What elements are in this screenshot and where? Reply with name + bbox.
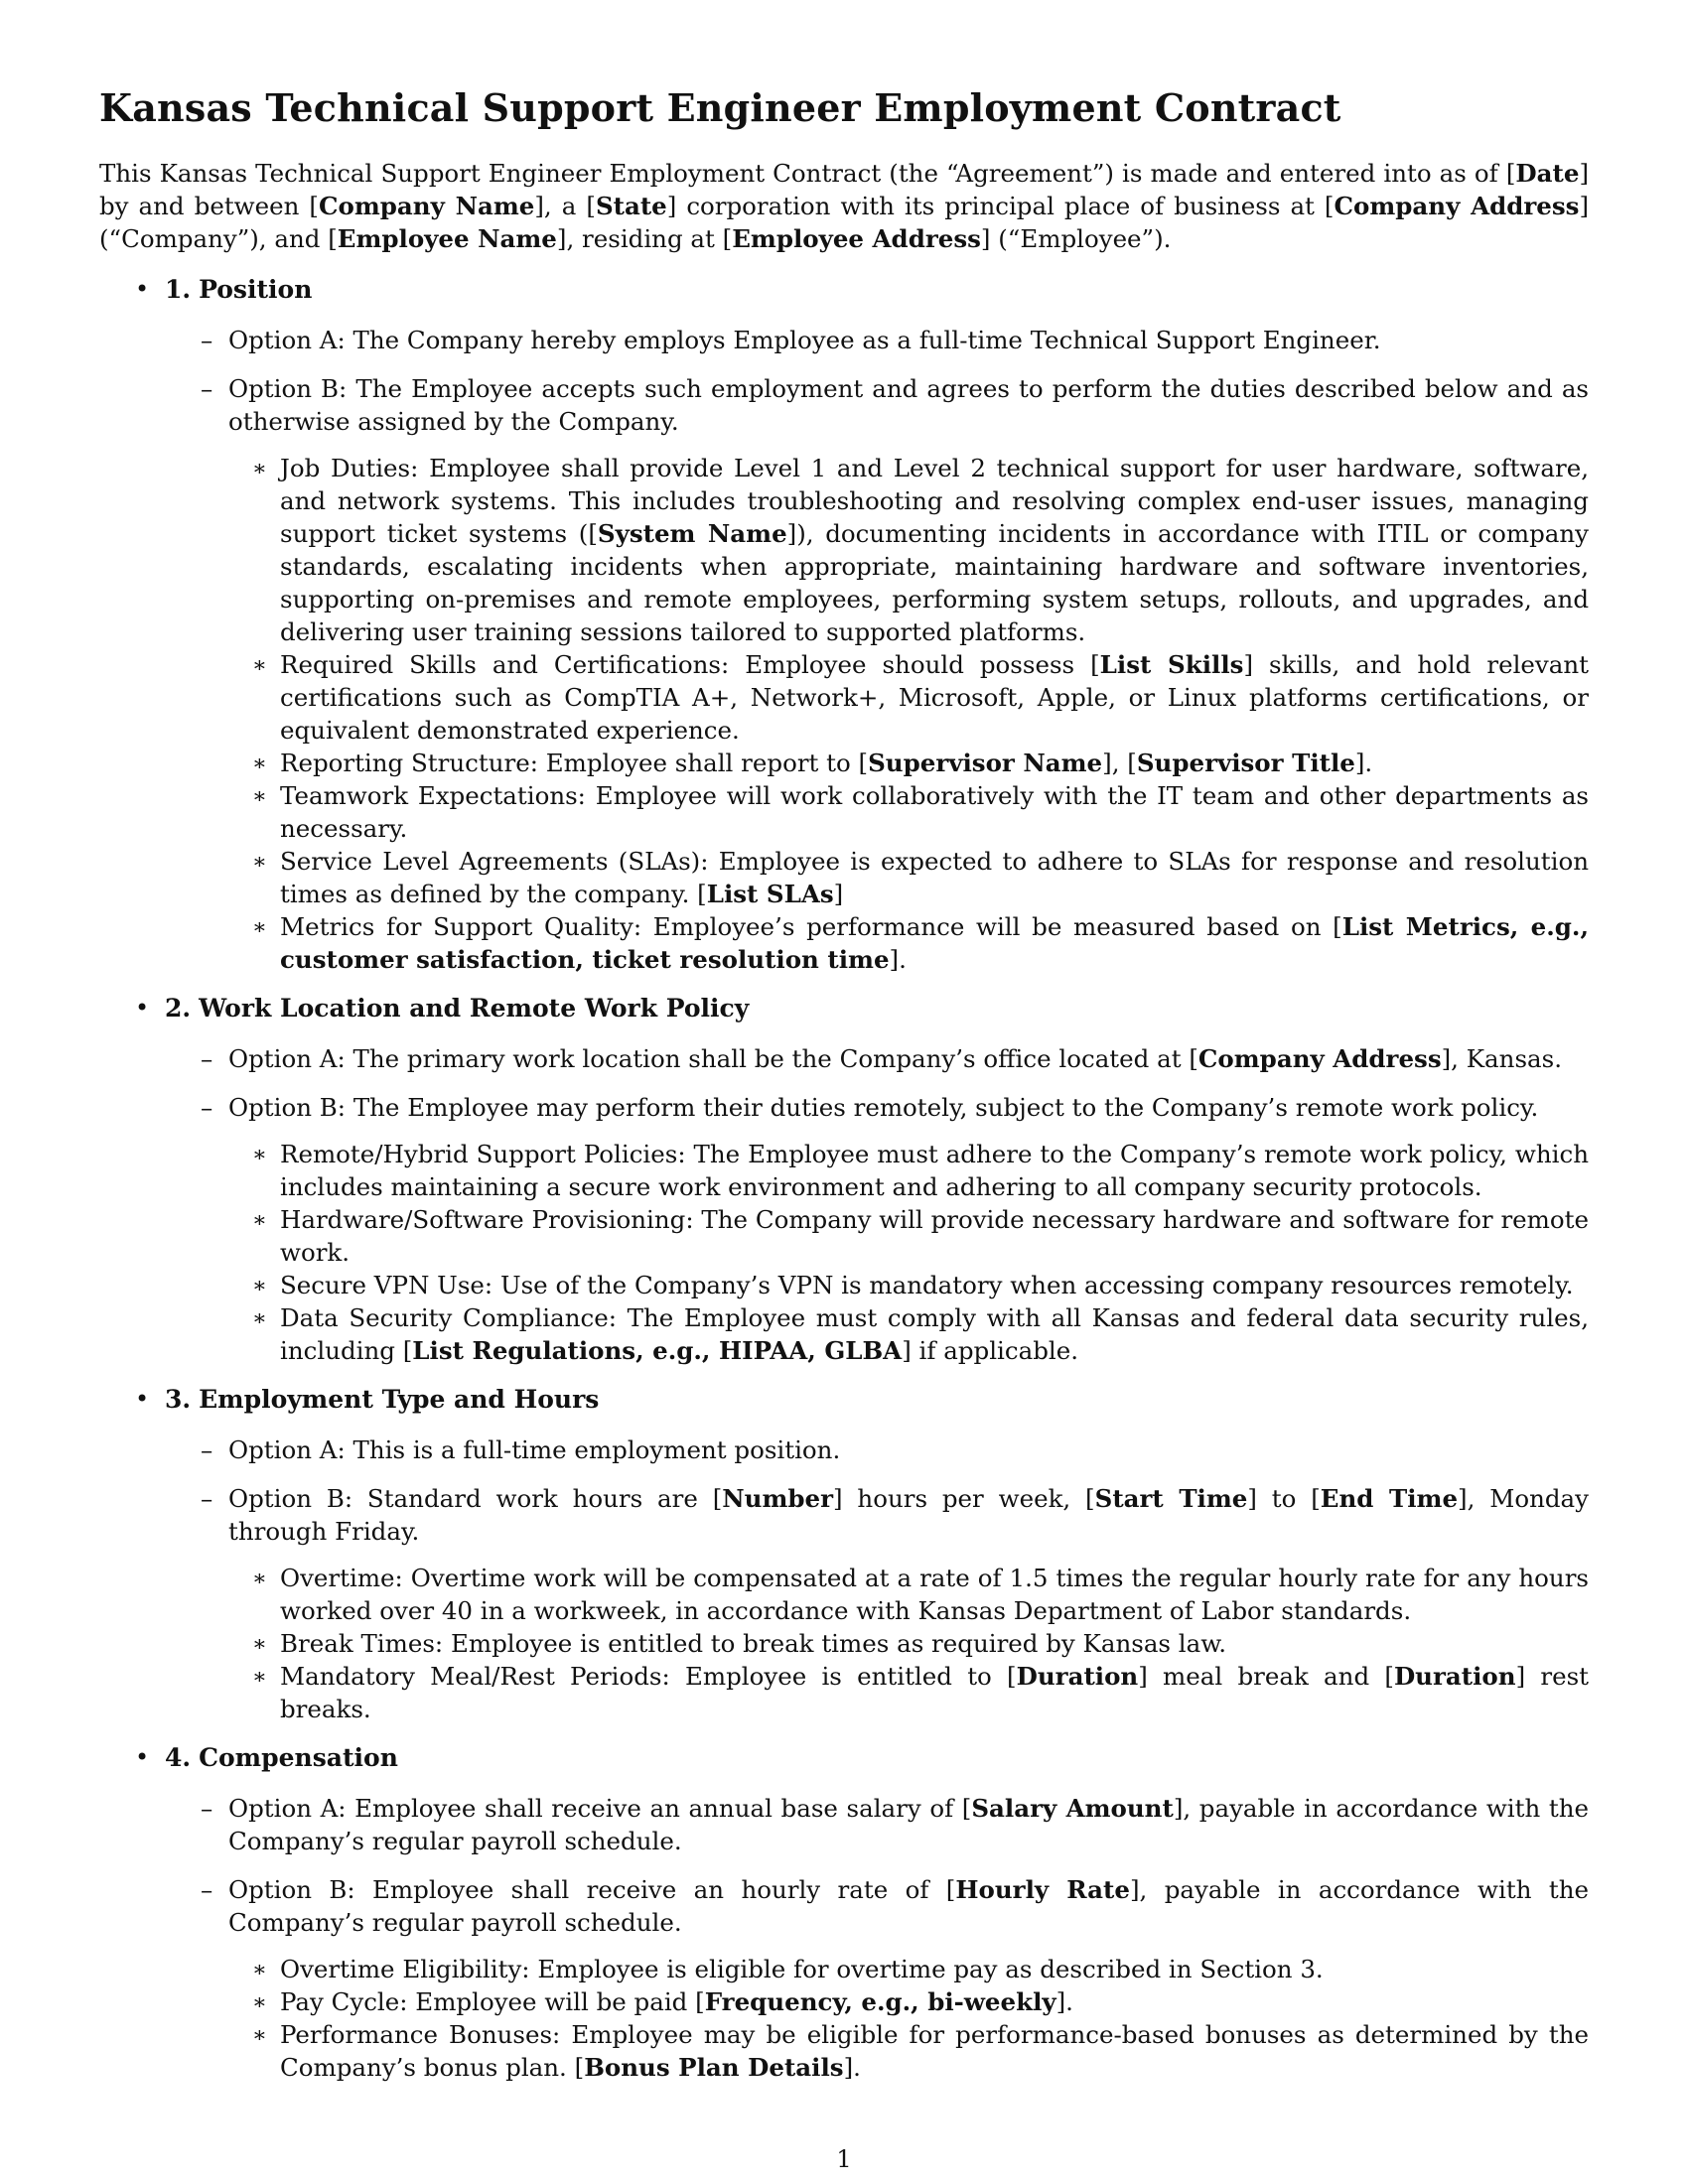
text-run: ] to [ [1247, 1483, 1321, 1513]
placeholder-field: Salary Amount [971, 1793, 1174, 1823]
detail-item [228, 1203, 1589, 1269]
text-run: Performance Bonuses: Employee may be eligible for performance-based bonuses as determined by the Company’s bonus plan. [ [280, 2019, 1589, 2082]
placeholder-field: List Skills [1099, 649, 1244, 679]
option-text [228, 1792, 1589, 1857]
detail-item [228, 779, 1589, 845]
text-run: ]), documenting incidents in accordance with ITIL or company standards, escalating incidents when appropriate, maintaining hardware and software inventories, supporting on-premises and remote employees, performing system setups, rollouts, and upgrades, and delivering user training sessions tailored to supported platforms. [280, 518, 1589, 646]
detail-text [280, 1985, 1589, 2018]
detail-text [280, 1627, 1589, 1660]
text-run: ] corporation with its principal place of business at [ [666, 191, 1335, 220]
placeholder-field: Bonus Plan Details [584, 2052, 844, 2082]
text-run: Service Level Agreements (SLAs): Employee is expected to adhere to SLAs for response and resolution times as defined by the company. [ [280, 846, 1589, 908]
option-item [165, 1091, 1589, 1367]
asterisk-icon: ∗ [252, 456, 267, 481]
page-number: 1 [836, 2145, 852, 2173]
placeholder-field: Start Time [1094, 1483, 1248, 1513]
placeholder-field: Employee Address [732, 223, 981, 253]
text-run: ] [833, 879, 844, 908]
placeholder-field: Frequency, e.g., bi-weekly [704, 1986, 1056, 2016]
detail-list [228, 1138, 1589, 1367]
text-run: ], a [ [534, 191, 596, 220]
text-run: Reporting Structure: Employee shall report to [ [280, 748, 869, 777]
option-list [165, 1042, 1589, 1367]
text-run: Option A: The Company hereby employs Employee as a full-time Technical Support Engineer. [228, 325, 1381, 354]
text-run: ], payable in accordance with the Company’s regular payroll schedule. [228, 1874, 1589, 1937]
placeholder-field: Employee Name [337, 223, 557, 253]
detail-item [228, 1627, 1589, 1660]
detail-item [228, 747, 1589, 779]
section-title: Compensation [199, 1742, 398, 1772]
section-number: 4. [165, 1742, 192, 1772]
text-run: Hardware/Software Provisioning: The Company will provide necessary hardware and software for remote work. [280, 1204, 1589, 1267]
dash-icon: – [201, 1483, 213, 1513]
placeholder-field: Duration [1393, 1661, 1516, 1691]
placeholder-field: Supervisor Name [868, 748, 1103, 777]
detail-text [280, 1301, 1589, 1367]
text-run: Option A: Employee shall receive an annual base salary of [ [228, 1793, 972, 1823]
text-run: ] (“Company”), and [ [99, 191, 1589, 253]
text-run: Pay Cycle: Employee will be paid [ [280, 1986, 705, 2016]
detail-list [228, 1562, 1589, 1725]
option-text [228, 1042, 1589, 1075]
asterisk-icon: ∗ [252, 1273, 267, 1298]
detail-item [228, 2018, 1589, 2084]
option-item [165, 1433, 1589, 1466]
option-text [228, 1482, 1589, 1548]
detail-list [228, 452, 1589, 976]
asterisk-icon: ∗ [252, 1664, 267, 1690]
bullet-icon: • [135, 993, 150, 1022]
text-run: ], [ [1102, 748, 1137, 777]
placeholder-field: List Metrics, e.g., customer satisfaction, ticket resolution time [280, 911, 1589, 974]
text-run: Option A: The primary work location shall be the Company’s office located at [ [228, 1043, 1198, 1073]
section-1 [99, 273, 1589, 976]
text-run: ]. [1354, 748, 1373, 777]
intro-paragraph [99, 157, 1589, 255]
section-2 [99, 992, 1589, 1367]
option-text [228, 1433, 1589, 1466]
text-run: Metrics for Support Quality: Employee’s performance will be measured based on [ [280, 911, 1342, 941]
detail-text [280, 648, 1589, 747]
placeholder-field: Supervisor Title [1136, 748, 1355, 777]
section-heading [165, 992, 1589, 1024]
asterisk-icon: ∗ [252, 1631, 267, 1657]
asterisk-icon: ∗ [252, 1957, 267, 1982]
section-title: Position [199, 274, 313, 304]
dash-icon: – [201, 1043, 213, 1073]
detail-item [228, 910, 1589, 976]
detail-item [228, 1985, 1589, 2018]
placeholder-field: Duration [1016, 1661, 1139, 1691]
option-item [165, 1042, 1589, 1075]
text-run: Overtime: Overtime work will be compensated at a rate of 1.5 times the regular hourly rate for any hours worked over 40 in a workweek, in accordance with Kansas Department of Labor standards. [280, 1563, 1589, 1625]
section-number: 2. [165, 993, 192, 1023]
text-run: Option B: The Employee may perform their duties remotely, subject to the Company’s remote work policy. [228, 1092, 1539, 1122]
text-run: ] skills, and hold relevant certifications such as CompTIA A+, Network+, Microsoft, Apple, or Linux platforms certifications, or equivalent demonstrated experience. [280, 649, 1590, 745]
bullet-icon: • [135, 1742, 150, 1771]
detail-text [280, 452, 1589, 648]
asterisk-icon: ∗ [252, 1207, 267, 1233]
section-3 [99, 1383, 1589, 1725]
section-number: 3. [165, 1384, 192, 1414]
text-run: ] if applicable. [902, 1335, 1079, 1365]
asterisk-icon: ∗ [252, 783, 267, 809]
detail-text [280, 1562, 1589, 1627]
detail-text [280, 910, 1589, 976]
placeholder-field: End Time [1320, 1483, 1459, 1513]
detail-item [228, 845, 1589, 910]
text-run: Teamwork Expectations: Employee will work collaboratively with the IT team and other departments as necessary. [280, 780, 1589, 843]
text-run: Break Times: Employee is entitled to break times as required by Kansas law. [280, 1628, 1227, 1658]
option-text [228, 1091, 1589, 1124]
text-run: ]. [889, 944, 907, 974]
text-run: ] hours per week, [ [833, 1483, 1095, 1513]
detail-item [228, 1660, 1589, 1725]
text-run: ], payable in accordance with the Company’s regular payroll schedule. [228, 1793, 1590, 1855]
dash-icon: – [201, 1874, 213, 1904]
detail-text [280, 845, 1589, 910]
detail-text [280, 1660, 1589, 1725]
detail-list [228, 1953, 1589, 2084]
text-run: ] by and between [ [99, 158, 1589, 220]
option-text [228, 324, 1589, 356]
asterisk-icon: ∗ [252, 1305, 267, 1331]
text-run: Option B: The Employee accepts such employment and agrees to perform the duties described below and as otherwise assigned by the Company. [228, 373, 1589, 436]
text-run: This Kansas Technical Support Engineer Employment Contract (the “Agreement”) is made and entered into as of [ [99, 158, 1516, 188]
detail-item [228, 1301, 1589, 1367]
placeholder-field: Company Name [319, 191, 535, 220]
asterisk-icon: ∗ [252, 751, 267, 776]
section-4 [99, 1741, 1589, 2084]
detail-item [228, 1953, 1589, 1985]
text-run: Job Duties: Employee shall provide Level 1 and Level 2 technical support for user hardware, software, and network systems. This includes troubleshooting and resolving complex end-user issues, managing support ticket systems ([ [280, 453, 1589, 548]
placeholder-field: State [595, 191, 667, 220]
text-run: Required Skills and Certifications: Employee should possess [ [280, 649, 1100, 679]
asterisk-icon: ∗ [252, 1566, 267, 1591]
placeholder-field: Number [722, 1483, 834, 1513]
text-run: Option B: Standard work hours are [ [228, 1483, 723, 1513]
document-page [99, 85, 1589, 2100]
text-run: ]. [843, 2052, 861, 2082]
placeholder-field: List Regulations, e.g., HIPAA, GLBA [412, 1335, 903, 1365]
text-run: Secure VPN Use: Use of the Company’s VPN is mandatory when accessing company resources remotely. [280, 1270, 1574, 1299]
asterisk-icon: ∗ [252, 652, 267, 678]
section-title: Employment Type and Hours [199, 1384, 600, 1414]
dash-icon: – [201, 1793, 213, 1823]
option-item [165, 1482, 1589, 1725]
text-run: Option B: Employee shall receive an hourly rate of [ [228, 1874, 956, 1904]
detail-item [228, 1269, 1589, 1301]
option-list [165, 1792, 1589, 2084]
text-run: ], residing at [ [556, 223, 733, 253]
asterisk-icon: ∗ [252, 1989, 267, 2015]
placeholder-field: Date [1515, 158, 1580, 188]
text-run: Mandatory Meal/Rest Periods: Employee is entitled to [ [280, 1661, 1017, 1691]
option-item [165, 1792, 1589, 1857]
option-item [165, 1873, 1589, 2084]
bullet-icon: • [135, 1384, 150, 1413]
option-list [165, 1433, 1589, 1725]
placeholder-field: Hourly Rate [955, 1874, 1130, 1904]
detail-text [280, 747, 1589, 779]
section-number: 1. [165, 274, 192, 304]
text-run: ], Kansas. [1441, 1043, 1562, 1073]
text-run: Overtime Eligibility: Employee is eligible for overtime pay as described in Section 3. [280, 1954, 1324, 1983]
dash-icon: – [201, 373, 213, 403]
text-run: ] meal break and [ [1138, 1661, 1394, 1691]
section-heading [165, 1383, 1589, 1416]
text-run: Option A: This is a full-time employment position. [228, 1434, 841, 1464]
placeholder-field: Company Address [1197, 1043, 1442, 1073]
bullet-icon: • [135, 274, 150, 303]
option-text [228, 1873, 1589, 1939]
detail-text [280, 779, 1589, 845]
text-run: Remote/Hybrid Support Policies: The Employee must adhere to the Company’s remote work policy, which includes maintaining a secure work environment and adhering to all company security protocols. [280, 1139, 1589, 1201]
text-run: Data Security Compliance: The Employee must comply with all Kansas and federal data security rules, including [ [280, 1302, 1589, 1365]
option-list [165, 324, 1589, 976]
asterisk-icon: ∗ [252, 914, 267, 940]
dash-icon: – [201, 1434, 213, 1464]
document-title: Kansas Technical Support Engineer Employment Contract [99, 85, 1341, 130]
text-run: ] (“Employee”). [980, 223, 1172, 253]
placeholder-field: Company Address [1334, 191, 1580, 220]
detail-text [280, 1953, 1589, 1985]
detail-text [280, 1203, 1589, 1269]
dash-icon: – [201, 325, 213, 354]
placeholder-field: List SLAs [706, 879, 834, 908]
text-run: ] rest breaks. [280, 1661, 1589, 1723]
option-item [165, 372, 1589, 976]
dash-icon: – [201, 1092, 213, 1122]
detail-item [228, 452, 1589, 648]
detail-text [280, 2018, 1589, 2084]
section-heading [165, 273, 1589, 306]
detail-text [280, 1138, 1589, 1203]
option-text [228, 372, 1589, 438]
section-heading [165, 1741, 1589, 1774]
text-run: ], Monday through Friday. [228, 1483, 1589, 1546]
section-title: Work Location and Remote Work Policy [199, 993, 750, 1023]
asterisk-icon: ∗ [252, 1142, 267, 1167]
detail-item [228, 648, 1589, 747]
text-run: ]. [1055, 1986, 1073, 2016]
detail-item [228, 1562, 1589, 1627]
section-list [99, 273, 1589, 2084]
asterisk-icon: ∗ [252, 2022, 267, 2048]
asterisk-icon: ∗ [252, 849, 267, 875]
placeholder-field: System Name [597, 518, 787, 548]
detail-text [280, 1269, 1589, 1301]
option-item [165, 324, 1589, 356]
detail-item [228, 1138, 1589, 1203]
